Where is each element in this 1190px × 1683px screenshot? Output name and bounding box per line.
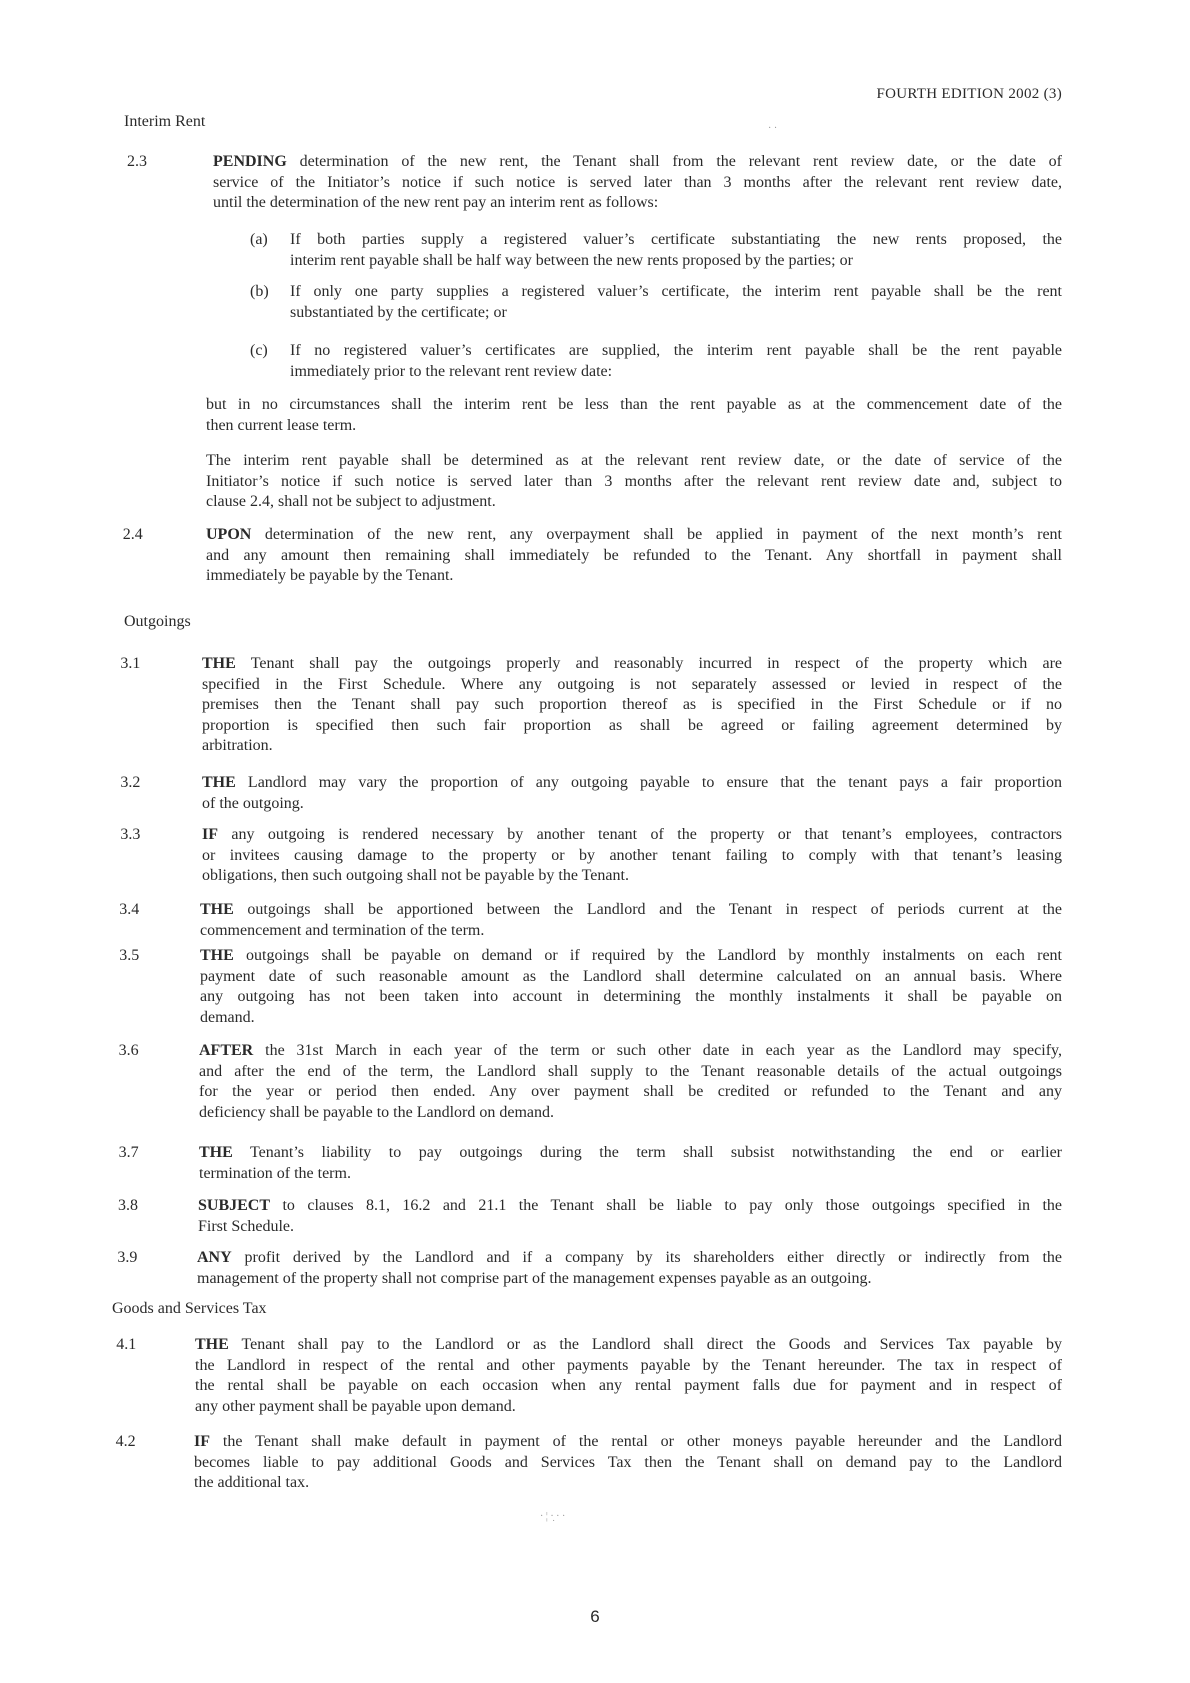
clause-text-line (198, 1196, 1062, 1217)
clause-text: and after the end of the term, the Landlord shall supply to the Tenant reasonable details of the actual outgoings (199, 1062, 1062, 1080)
clause-text: determination of the new rent, any overpayment shall be applied in payment of the next month’s rent (251, 526, 1062, 543)
clause-text-line (206, 492, 1062, 513)
edition-header: FOURTH EDITION 2002 (3) (876, 86, 1062, 102)
clause-text: obligations, then such outgoing shall not be payable by the Tenant. (202, 867, 629, 884)
clause-text: arbitration. (202, 737, 273, 754)
clause-text-line (195, 1356, 1062, 1377)
clause-text: If only one party supplies a registered valuer’s certificate, the interim rent payable shall be the rent (290, 283, 1062, 300)
clause-text-line (200, 967, 1062, 988)
clause-text: for the year or period then ended. Any over payment shall be credited or refunded to the Tenant and any (199, 1083, 1062, 1100)
section-heading-gst: Goods and Services Tax (112, 1300, 267, 1317)
clause-text-line (199, 1041, 1062, 1062)
clause-text: and any amount then remaining shall immediately be refunded to the Tenant. Any shortfall in payment shall (206, 546, 1062, 564)
clause-text: commencement and termination of the term. (200, 921, 485, 939)
clause-text-line (206, 451, 1062, 472)
clause-text-line (202, 716, 1062, 737)
clause-text: termination of the term. (199, 1164, 351, 1182)
clause-text-line (206, 472, 1062, 493)
clause-text-line (199, 1164, 1062, 1185)
clause-text-line (194, 1432, 1062, 1453)
clause-text: outgoings shall be payable on demand or if required by the Landlord by monthly instalments on each rent (233, 947, 1062, 964)
clause-text-line (202, 866, 1062, 887)
clause-text: deficiency shall be payable to the Landlord on demand. (199, 1103, 554, 1121)
clause-text: any outgoing has not been taken into account in determining the monthly instalments it shall be payable on (200, 988, 1062, 1005)
clause-text-line (206, 395, 1062, 416)
clause-text: Tenant’s liability to pay outgoings during the term shall subsist notwithstanding the end or earlier (232, 1144, 1062, 1161)
clause-number: 4.1 (116, 1336, 137, 1353)
clause-text-line (202, 846, 1062, 867)
clause-text-line (195, 1335, 1062, 1356)
clause-text: until the determination of the new rent pay an interim rent as follows: (213, 194, 659, 211)
clause-text-line (197, 1248, 1062, 1269)
clause-text-line (200, 900, 1062, 921)
clause-text: the additional tax. (194, 1474, 310, 1491)
clause-number: 3.1 (120, 655, 141, 672)
clause-lead-word: UPON (206, 526, 252, 543)
clause-number: 3.5 (119, 947, 140, 964)
clause-text-line (202, 736, 1062, 757)
clause-text: but in no circumstances shall the interim rent be less than the rent payable as at the commencement date of the (206, 396, 1062, 413)
clause-text-line (202, 675, 1062, 696)
clause-text-line (200, 921, 1062, 942)
clause-number: (b) (250, 283, 269, 300)
clause-text-line (198, 1217, 1062, 1238)
clause-text-line (213, 173, 1062, 194)
clause-number: 3.8 (118, 1197, 138, 1214)
clause-lead-word: THE (200, 901, 234, 918)
clause-text-line (202, 794, 1062, 815)
clause-text: The interim rent payable shall be determined as at the relevant rent review date, or the date of service of the (206, 452, 1062, 469)
clause-text-line (197, 1269, 1062, 1290)
clause-text-line (199, 1103, 1062, 1124)
clause-lead-word: SUBJECT (198, 1197, 271, 1214)
page-number: 6 (590, 1607, 600, 1626)
clause-text: demand. (200, 1008, 255, 1026)
clause-lead-word: THE (202, 774, 236, 791)
clause-text-line (290, 282, 1062, 303)
clause-text-line (290, 362, 1062, 383)
clause-number: 2.4 (122, 526, 143, 543)
clause-number: 3.2 (120, 774, 141, 791)
clause-text-line (195, 1397, 1062, 1418)
clause-text: the Landlord in respect of the rental and other payments payable by the Tenant hereunder. The tax in respect of (195, 1356, 1062, 1374)
clause-text: any other payment shall be payable upon demand. (195, 1397, 516, 1415)
clause-text: interim rent payable shall be half way between the new rents proposed by the parties; or (290, 251, 853, 269)
clause-number: 4.2 (115, 1433, 136, 1450)
clause-number: 3.7 (118, 1144, 139, 1161)
clause-text-line (194, 1473, 1062, 1494)
clause-text-line (200, 946, 1062, 967)
clause-text-line (206, 525, 1062, 546)
clause-number: 2.3 (127, 153, 147, 170)
clause-lead-word: PENDING (213, 153, 287, 170)
section-heading-outgoings: Outgoings (124, 613, 191, 630)
clause-lead-word: THE (199, 1144, 233, 1161)
clause-text: proportion is specified then such fair proportion as shall be agreed or failing agreement determined by (202, 716, 1062, 734)
clause-lead-word: THE (195, 1336, 229, 1353)
clause-text: of the outgoing. (202, 794, 304, 812)
clause-text: First Schedule. (198, 1217, 294, 1235)
scan-speck: · · (768, 123, 778, 134)
clause-text: or invitees causing damage to the property or by another tenant failing to comply with that tenant’s leasing (202, 846, 1062, 864)
clause-text-line (290, 303, 1062, 324)
clause-text: determination of the new rent, the Tenant shall from the relevant rent review date, or the date of (286, 153, 1062, 170)
clause-text-line (202, 825, 1062, 846)
clause-number: (a) (250, 231, 268, 248)
clause-text-line (290, 341, 1062, 362)
clause-text: specified in the First Schedule. Where any outgoing is not separately assessed or levied in respect of the (202, 675, 1062, 693)
clause-text-line (202, 695, 1062, 716)
clause-text: outgoings shall be apportioned between the Landlord and the Tenant in respect of periods current at the (233, 901, 1062, 918)
clause-number: 3.3 (120, 826, 141, 843)
clause-lead-word: AFTER (199, 1042, 254, 1059)
clause-text: If no registered valuer’s certificates are supplied, the interim rent payable shall be the rent payable (290, 342, 1062, 359)
clause-text-line (202, 654, 1062, 675)
clause-number: 3.6 (118, 1042, 139, 1059)
clause-text: immediately be payable by the Tenant. (206, 567, 454, 584)
clause-text-line (206, 566, 1062, 587)
clause-number: 3.4 (119, 901, 140, 918)
clause-text: becomes liable to pay additional Goods and Services Tax then the Tenant shall on demand pay to the Landlord (194, 1453, 1062, 1471)
clause-text-line (194, 1453, 1062, 1474)
clause-lead-word: IF (202, 826, 218, 843)
clause-text-line (213, 152, 1062, 173)
clause-text: Tenant shall pay to the Landlord or as the Landlord shall direct the Goods and Services Tax payable by (228, 1336, 1062, 1353)
clause-text: to clauses 8.1, 16.2 and 21.1 the Tenant shall be liable to pay only those outgoings specified in the (270, 1197, 1062, 1214)
clause-text-line (202, 773, 1062, 794)
clause-text: Tenant shall pay the outgoings properly and reasonably incurred in respect of the property which are (235, 655, 1062, 672)
clause-lead-word: THE (202, 655, 236, 672)
clause-text: the Tenant shall make default in payment of the rental or other moneys payable hereunder and the Landlord (210, 1433, 1062, 1450)
clause-text: service of the Initiator’s notice if such notice is served later than 3 months after the relevant rent review date, (213, 173, 1062, 191)
clause-text: any outgoing is rendered necessary by another tenant of the property or that tenant’s employees, contractors (218, 826, 1062, 843)
clause-text-line (199, 1082, 1062, 1103)
clause-text: substantiated by the certificate; or (290, 303, 507, 321)
clause-text-line (290, 230, 1062, 251)
clause-text: If both parties supply a registered valuer’s certificate substantiating the new rents proposed, the (290, 231, 1062, 248)
clause-text: the 31st March in each year of the term or such other date in each year as the Landlord may specify, (253, 1042, 1062, 1059)
clause-text-line (199, 1143, 1062, 1164)
clause-text-line (213, 193, 1062, 214)
clause-number: 3.9 (117, 1249, 138, 1266)
clause-text-line (206, 546, 1062, 567)
clause-text: profit derived by the Landlord and if a company by its shareholders either directly or indirectly from the (231, 1249, 1062, 1266)
clause-text: Landlord may vary the proportion of any outgoing payable to ensure that the tenant pays a fair proportion (235, 774, 1062, 791)
clause-number: (c) (250, 342, 268, 359)
section-heading-interim-rent: Interim Rent (124, 113, 206, 130)
clause-text-line (200, 987, 1062, 1008)
clause-text: Initiator’s notice if such notice is served later than 3 months after the relevant rent review date and, subject to (206, 472, 1062, 490)
clause-text-line (199, 1062, 1062, 1083)
clause-text: premises then the Tenant shall pay such proportion thereof as is specified in the First Schedule or if no (202, 696, 1062, 713)
clause-text: then current lease term. (206, 416, 357, 434)
scan-speck: · ¦ ·̣ · · (540, 1511, 566, 1522)
clause-text: payment date of such reasonable amount as the Landlord shall determine calculated on an annual basis. Where (200, 967, 1062, 985)
clause-text-line (206, 416, 1062, 437)
clause-lead-word: THE (200, 947, 234, 964)
clause-lead-word: IF (194, 1433, 210, 1450)
clause-text-line (200, 1008, 1062, 1029)
clause-text: clause 2.4, shall not be subject to adjustment. (206, 493, 496, 510)
clause-lead-word: ANY (197, 1249, 232, 1266)
clause-text: management of the property shall not comprise part of the management expenses payable as an outgoing. (197, 1269, 872, 1287)
clause-text-line (290, 251, 1062, 272)
clause-text-line (195, 1376, 1062, 1397)
clause-text: the rental shall be payable on each occasion when any rental payment falls due for payment and in respect of (195, 1377, 1062, 1394)
clause-text: immediately prior to the relevant rent review date: (290, 362, 613, 380)
